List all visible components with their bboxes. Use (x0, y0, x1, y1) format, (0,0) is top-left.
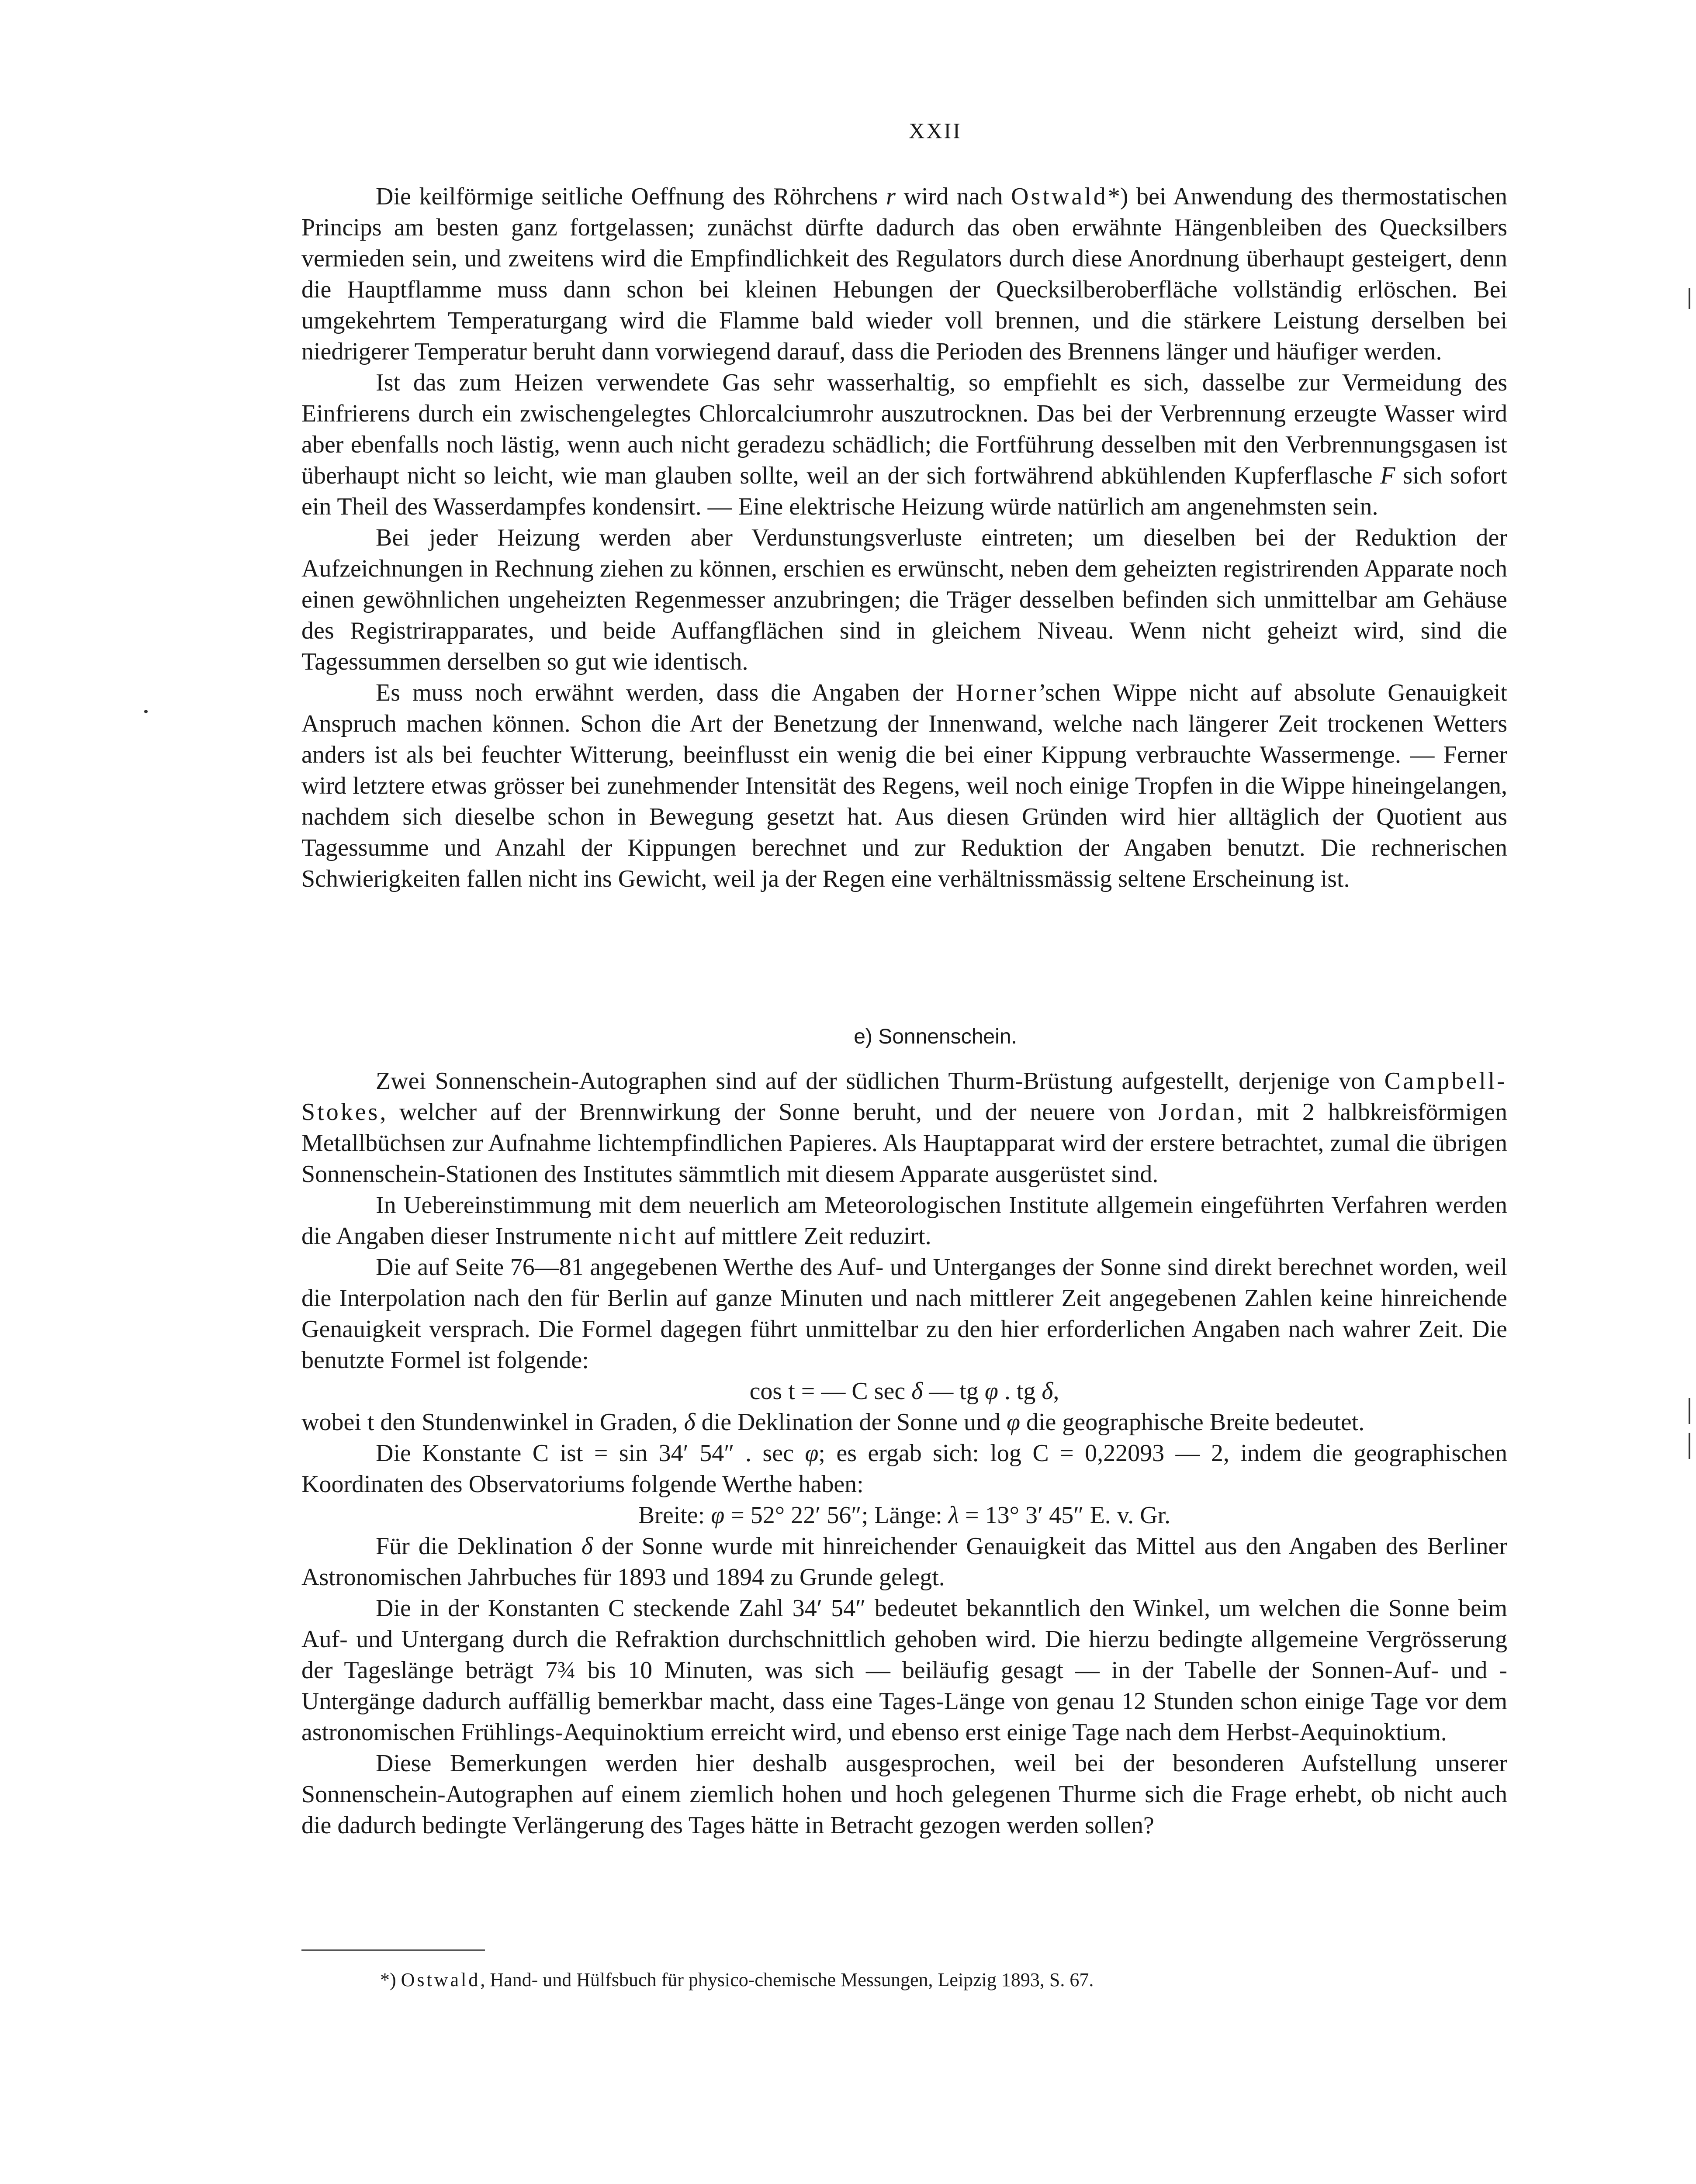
italic-symbol: δ (911, 1378, 923, 1405)
text-run: Ist das zum Heizen verwendete Gas sehr wasserhaltig, so empfiehlt es sich, dasselbe zur Vermeidung des Einfrierens durch ein zwischengelegtes Chlorcalciumrohr auszutrocknen. Das bei der Verbrennung erzeugte Wasser wird aber ebenfalls noch lästig, wenn auch nicht geradezu schädlich; die Fortführung desselben mit den Verbrennungsgasen ist überhaupt nicht so leicht, wie man glauben sollte, weil an der sich fortwährend abkühlenden Kupferflasche (301, 369, 1507, 489)
text-run: die geographische Breite bedeutet. (1020, 1409, 1365, 1436)
italic-symbol: φ (711, 1502, 725, 1529)
text-run: = 13° 3′ 45″ E. v. Gr. (959, 1502, 1171, 1529)
text-run: Bei jeder Heizung werden aber Verdunstungsverluste eintreten; um dieselben bei der Reduktion der Aufzeichnungen in Rechnung ziehen zu können, erschien es erwünscht, neben dem geheizten registrirenden Apparate noch einen gewöhnlichen ungeheizten Regenmesser anzubringen; die Träger desselben befinden sich unmittelbar am Gehäuse des Registrirapparates, und beide Auffangflächen sind in gleichem Niveau. Wenn nicht geheizt wird, sind die Tagessummen derselben so gut wie identisch. (301, 524, 1507, 675)
paragraph (301, 1593, 1507, 1748)
text-run: Die Konstante C ist = sin 34′ 54″ . sec (376, 1440, 805, 1467)
paragraph (301, 1748, 1507, 1841)
spaced-name: nicht (618, 1223, 678, 1250)
text-run: Die keilförmige seitliche Oeffnung des Röhrchens (376, 183, 886, 210)
text-run: ; es ergab sich: log C = 0,22093 — 2, indem die geographischen Koordinaten des Observatoriums folgende Werthe haben: (301, 1440, 1507, 1498)
text-run: In Uebereinstimmung mit dem neuerlich am Meteorologischen Institute allgemein eingeführten Verfahren werden die Angaben dieser Instrumente (301, 1192, 1507, 1250)
footnote-rule (301, 1949, 485, 1951)
paragraph (301, 1252, 1507, 1376)
text-run: . tg (998, 1378, 1042, 1405)
paragraph (301, 1438, 1507, 1500)
formula (301, 1500, 1507, 1531)
spaced-name: Jordan (1158, 1099, 1237, 1126)
text-run: cos t = — C sec (749, 1378, 912, 1405)
text-run: , (1053, 1378, 1059, 1405)
spaced-name: Ostwald (1011, 183, 1108, 210)
paragraph (301, 522, 1507, 677)
text-run: — tg (923, 1378, 985, 1405)
text-run: wobei t den Stundenwinkel in Graden, (301, 1409, 684, 1436)
paragraph (301, 367, 1507, 522)
footnote (380, 1968, 1472, 1992)
paragraph (301, 1407, 1507, 1438)
text-run: , welcher auf der Brennwirkung der Sonne beruht, und der neuere von (380, 1099, 1159, 1126)
text-run: Breite: (638, 1502, 711, 1529)
text-run: , Hand- und Hülfsbuch für physico-chemische Messungen, Leipzig 1893, S. 67. (480, 1969, 1094, 1990)
text-run: sich sofort ein Theil des Wasserdampfes kondensirt. — Eine elektrische Heizung würde natürlich am angenehmsten sein. (301, 462, 1507, 520)
paragraph (301, 677, 1507, 895)
scan-speck (144, 710, 148, 713)
text-run: Die in der Konstanten C steckende Zahl 34′ 54″ bedeutet bekanntlich den Winkel, um welchen die Sonne beim Auf- und Untergang durch die Refraktion durchschnittlich gehoben wird. Die hierzu bedingte allgemeine Vergrösserung der Tageslänge beträgt 7¾ bis 10 Minuten, was sich — beiläufig gesagt — in der Tabelle der Sonnen-Auf- und -Untergänge dadurch auffällig bemerkbar macht, dass eine Tages-Länge von genau 12 Stunden schon einige Tage vor dem astronomischen Frühlings-Aequinoktium erreicht wird, und ebenso erst einige Tage nach dem Herbst-Aequinoktium. (301, 1595, 1507, 1746)
paragraph (301, 1531, 1507, 1593)
text-run: , mit 2 halbkreisförmigen Metallbüchsen zur Aufnahme lichtempfindlichen Papieres. Als Hauptapparat wird der erstere betrachtet, zumal die übrigen Sonnenschein-Stationen des Institutes sämmtlich mit diesem Apparate ausgerüstet sind. (301, 1099, 1508, 1188)
paragraph (301, 1066, 1507, 1190)
text-run: wird nach (895, 183, 1011, 210)
text-run: *) (380, 1969, 401, 1990)
italic-symbol: λ (948, 1502, 959, 1529)
italic-symbol: δ (581, 1533, 593, 1560)
italic-symbol: F (1380, 462, 1395, 489)
spaced-name: Campbell-Stokes (301, 1068, 1507, 1126)
spaced-name: Ostwald (401, 1969, 481, 1990)
body-text-lower (301, 1066, 1507, 1841)
spaced-name: Horner (955, 679, 1038, 706)
body-text-upper (301, 181, 1507, 895)
text-run: Es muss noch erwähnt werden, dass die Angaben der (376, 679, 956, 706)
margin-mark (1689, 1433, 1690, 1459)
paragraph (301, 181, 1507, 367)
text-run: die Deklination der Sonne und (695, 1409, 1007, 1436)
section-heading: e) Sonnenschein. (854, 1025, 1017, 1048)
italic-symbol: φ (984, 1378, 998, 1405)
text-run: Für die Deklination (376, 1533, 581, 1560)
text-run: = 52° 22′ 56″; Länge: (724, 1502, 948, 1529)
italic-symbol: δ (684, 1409, 696, 1436)
italic-symbol: φ (1006, 1409, 1020, 1436)
italic-symbol: r (886, 183, 896, 210)
margin-mark (1689, 1398, 1690, 1424)
text-run: auf mittlere Zeit reduzirt. (678, 1223, 931, 1250)
italic-symbol: φ (805, 1440, 819, 1467)
text-run: *) bei Anwendung des thermostatischen Princips am besten ganz fortgelassen; zunächst dürfte dadurch das oben erwähnte Hängenbleiben des Quecksilbers vermieden sein, und zweitens wird die Empfindlichkeit des Regulators durch diese Anordnung überhaupt gesteigert, denn die Hauptflamme muss dann schon bei kleinen Hebungen der Quecksilberoberfläche vollständig erlöschen. Bei umgekehrtem Temperaturgang wird die Flamme bald wieder voll brennen, und die stärkere Leistung derselben bei niedrigerer Temperatur beruht dann vorwiegend darauf, dass die Perioden des Brennens länger und häufiger werden. (301, 183, 1508, 365)
italic-symbol: δ (1042, 1378, 1053, 1405)
text-run: Die auf Seite 76—81 angegebenen Werthe des Auf- und Unterganges der Sonne sind direkt berechnet worden, weil die Interpolation nach den für Berlin auf ganze Minuten und nach mittlerer Zeit angegebenen Zahlen keine hinreichende Genauigkeit versprach. Die Formel dagegen führt unmittelbar zu den hier erforderlichen Angaben nach wahrer Zeit. Die benutzte Formel ist folgende: (301, 1254, 1507, 1374)
text-run: ’schen Wippe nicht auf absolute Genauigkeit Anspruch machen können. Schon die Art der Benetzung der Innenwand, welche nach längerer Zeit trockenen Wetters anders ist als bei feuchter Witterung, beeinflusst ein wenig die bei einer Kippung verbrauchte Wassermenge. — Ferner wird letztere etwas grösser bei zunehmender Intensität des Regens, weil noch einige Tropfen in die Wippe hineingelangen, nachdem sich dieselbe schon in Bewegung gesetzt hat. Aus diesen Gründen wird hier alltäglich der Quotient aus Tagessumme und Anzahl der Kippungen berechnet und zur Reduktion der Angaben benutzt. Die rechnerischen Schwierigkeiten fallen nicht ins Gewicht, weil ja der Regen eine verhältnissmässig seltene Erscheinung ist. (301, 679, 1507, 892)
text-run: Diese Bemerkungen werden hier deshalb ausgesprochen, weil bei der besonderen Aufstellung unserer Sonnenschein-Autographen auf einem ziemlich hohen und hoch gelegenen Thurme sich die Frage erhebt, ob nicht auch die dadurch bedingte Verlängerung des Tages hätte in Betracht gezogen werden sollen? (301, 1750, 1507, 1839)
page-number: XXII (909, 118, 962, 143)
text-run: Zwei Sonnenschein-Autographen sind auf der südlichen Thurm-Brüstung aufgestellt, derjenige von (376, 1068, 1384, 1095)
margin-mark (1689, 288, 1690, 309)
text-run: der Sonne wurde mit hinreichender Genauigkeit das Mittel aus den Angaben des Berliner Astronomischen Jahrbuches für 1893 und 1894 zu Grunde gelegt. (301, 1533, 1507, 1591)
formula (301, 1376, 1507, 1407)
paragraph (301, 1190, 1507, 1252)
